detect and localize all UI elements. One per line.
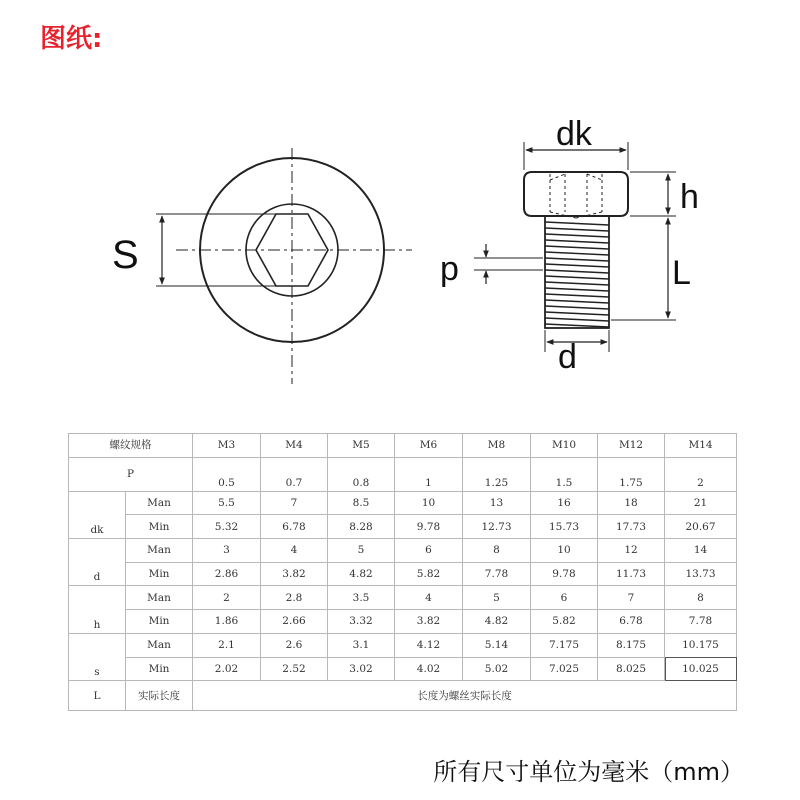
table-cell: 2.02 bbox=[193, 657, 261, 681]
thread-line bbox=[545, 324, 609, 327]
row-label-dk: dk bbox=[69, 491, 126, 538]
length-note: 长度为螺丝实际长度 bbox=[193, 681, 737, 711]
table-row-s-max bbox=[69, 633, 737, 657]
thread-line bbox=[545, 294, 609, 297]
screw-head bbox=[524, 172, 628, 216]
table-cell: 18 bbox=[598, 491, 665, 515]
row-label-h: h bbox=[69, 586, 126, 633]
table-cell: 2.8 bbox=[261, 586, 328, 610]
table-cell: 12.73 bbox=[463, 515, 531, 539]
row-sub-label: Min bbox=[126, 562, 193, 586]
row-label-d: d bbox=[69, 539, 126, 586]
table-cell: 2.86 bbox=[193, 562, 261, 586]
header-cell: M4 bbox=[261, 434, 328, 458]
table-cell: 4.82 bbox=[463, 610, 531, 634]
table-cell: 2 bbox=[665, 457, 737, 491]
table-cell: 12 bbox=[598, 539, 665, 563]
units-note: 所有尺寸单位为毫米（mm） bbox=[433, 758, 744, 786]
table-cell: 7.175 bbox=[531, 633, 598, 657]
table-cell: 16 bbox=[531, 491, 598, 515]
table-cell: 1.86 bbox=[193, 610, 261, 634]
table-cell: 14 bbox=[665, 539, 737, 563]
row-sub-label: Min bbox=[126, 610, 193, 634]
table-cell: 5.5 bbox=[193, 491, 261, 515]
table-cell: 1.25 bbox=[463, 457, 531, 491]
table-cell: 7.78 bbox=[665, 610, 737, 634]
table-cell: 0.5 bbox=[193, 457, 261, 491]
table-cell: 1 bbox=[395, 457, 463, 491]
thread-line bbox=[545, 282, 609, 285]
table-cell: 5.02 bbox=[463, 657, 531, 681]
h-label: h bbox=[680, 178, 699, 216]
table-row-dk-max bbox=[69, 491, 737, 515]
thread-line bbox=[545, 288, 609, 291]
table-row-h-min bbox=[69, 610, 737, 634]
table-cell: 2.66 bbox=[261, 610, 328, 634]
d-label: d bbox=[558, 338, 577, 376]
table-cell: 8.28 bbox=[328, 515, 395, 539]
table-cell: 4 bbox=[395, 586, 463, 610]
table-cell: 11.73 bbox=[598, 562, 665, 586]
row-sub-label: Man bbox=[126, 633, 193, 657]
table-cell: 3 bbox=[193, 539, 261, 563]
p-label: p bbox=[440, 250, 459, 288]
header-cell: M5 bbox=[328, 434, 395, 458]
table-cell: 3.82 bbox=[395, 610, 463, 634]
thread-line bbox=[545, 234, 609, 237]
table-cell: 21 bbox=[665, 491, 737, 515]
table-cell: 8 bbox=[665, 586, 737, 610]
row-label-s: s bbox=[69, 633, 126, 680]
header-cell: M3 bbox=[193, 434, 261, 458]
table-cell: 3.1 bbox=[328, 633, 395, 657]
table-cell: 0.7 bbox=[261, 457, 328, 491]
head-top-view bbox=[156, 148, 412, 384]
row-sub-label: Man bbox=[126, 586, 193, 610]
table-row-dk-min bbox=[69, 515, 737, 539]
table-cell: 10.025 bbox=[665, 657, 737, 681]
table-row-h-max bbox=[69, 586, 737, 610]
table-row-p bbox=[69, 457, 737, 491]
table-cell: 6.78 bbox=[598, 610, 665, 634]
table-cell: 10.175 bbox=[665, 633, 737, 657]
table-cell: 6.78 bbox=[261, 515, 328, 539]
table-cell: 5 bbox=[328, 539, 395, 563]
l-label: L bbox=[672, 254, 691, 292]
table-cell: 4.82 bbox=[328, 562, 395, 586]
table-cell: 20.67 bbox=[665, 515, 737, 539]
table-row-l bbox=[69, 681, 737, 711]
thread-line bbox=[545, 258, 609, 261]
table-cell: 4 bbox=[261, 539, 328, 563]
thread-line bbox=[545, 306, 609, 309]
table-cell: 3.32 bbox=[328, 610, 395, 634]
table-cell: 13.73 bbox=[665, 562, 737, 586]
thread-line bbox=[545, 312, 609, 315]
table-cell: 4.02 bbox=[395, 657, 463, 681]
row-sub-label-l: 实际长度 bbox=[126, 681, 193, 711]
table-row-s-min bbox=[69, 657, 737, 681]
thread-line bbox=[545, 264, 609, 267]
table-cell: 2.1 bbox=[193, 633, 261, 657]
table-cell: 5.82 bbox=[531, 610, 598, 634]
dimension-rows bbox=[69, 491, 737, 681]
spec-table bbox=[68, 433, 737, 711]
screw-side-view bbox=[474, 142, 676, 352]
table-cell: 6 bbox=[531, 586, 598, 610]
row-sub-label: Min bbox=[126, 657, 193, 681]
table-cell: 15.73 bbox=[531, 515, 598, 539]
table-cell: 13 bbox=[463, 491, 531, 515]
table-cell: 5 bbox=[463, 586, 531, 610]
thread-line bbox=[545, 228, 609, 231]
table-header-row bbox=[69, 434, 737, 458]
s-label: S bbox=[112, 233, 139, 277]
row-label-p: P bbox=[69, 457, 193, 491]
thread-line bbox=[545, 246, 609, 249]
row-sub-label: Man bbox=[126, 539, 193, 563]
table-cell: 5.14 bbox=[463, 633, 531, 657]
table-cell: 9.78 bbox=[531, 562, 598, 586]
thread-line bbox=[545, 276, 609, 279]
header-cell: M14 bbox=[665, 434, 737, 458]
table-cell: 3.82 bbox=[261, 562, 328, 586]
table-cell: 9.78 bbox=[395, 515, 463, 539]
table-cell: 7 bbox=[598, 586, 665, 610]
table-cell: 2.6 bbox=[261, 633, 328, 657]
table-cell: 6 bbox=[395, 539, 463, 563]
drawing-title: 图纸: bbox=[40, 24, 103, 54]
header-cell: M12 bbox=[598, 434, 665, 458]
header-cell: M6 bbox=[395, 434, 463, 458]
screw-threads bbox=[545, 222, 609, 327]
row-sub-label: Man bbox=[126, 491, 193, 515]
thread-line bbox=[545, 300, 609, 303]
table-cell: 10 bbox=[531, 539, 598, 563]
table-cell: 17.73 bbox=[598, 515, 665, 539]
table-row-d-max bbox=[69, 539, 737, 563]
header-cell: M10 bbox=[531, 434, 598, 458]
table-row-d-min bbox=[69, 562, 737, 586]
table-cell: 3.02 bbox=[328, 657, 395, 681]
table-cell: 3.5 bbox=[328, 586, 395, 610]
table-cell: 1.75 bbox=[598, 457, 665, 491]
row-label-l: L bbox=[69, 681, 126, 711]
header-cell: 螺纹规格 bbox=[69, 434, 193, 458]
table-cell: 5.82 bbox=[395, 562, 463, 586]
table-cell: 4.12 bbox=[395, 633, 463, 657]
table-cell: 8.5 bbox=[328, 491, 395, 515]
table-cell: 1.5 bbox=[531, 457, 598, 491]
table-cell: 7.025 bbox=[531, 657, 598, 681]
thread-line bbox=[545, 222, 609, 225]
thread-line bbox=[545, 270, 609, 273]
dk-label: dk bbox=[556, 115, 592, 153]
table-cell: 10 bbox=[395, 491, 463, 515]
table-cell: 2 bbox=[193, 586, 261, 610]
table-cell: 8.175 bbox=[598, 633, 665, 657]
table-cell: 8.025 bbox=[598, 657, 665, 681]
table-cell: 5.32 bbox=[193, 515, 261, 539]
row-sub-label: Min bbox=[126, 515, 193, 539]
table-cell: 7.78 bbox=[463, 562, 531, 586]
header-cell: M8 bbox=[463, 434, 531, 458]
thread-line bbox=[545, 318, 609, 321]
table-cell: 0.8 bbox=[328, 457, 395, 491]
table-cell: 8 bbox=[463, 539, 531, 563]
thread-line bbox=[545, 240, 609, 243]
thread-line bbox=[545, 252, 609, 255]
table-cell: 2.52 bbox=[261, 657, 328, 681]
table-cell: 7 bbox=[261, 491, 328, 515]
